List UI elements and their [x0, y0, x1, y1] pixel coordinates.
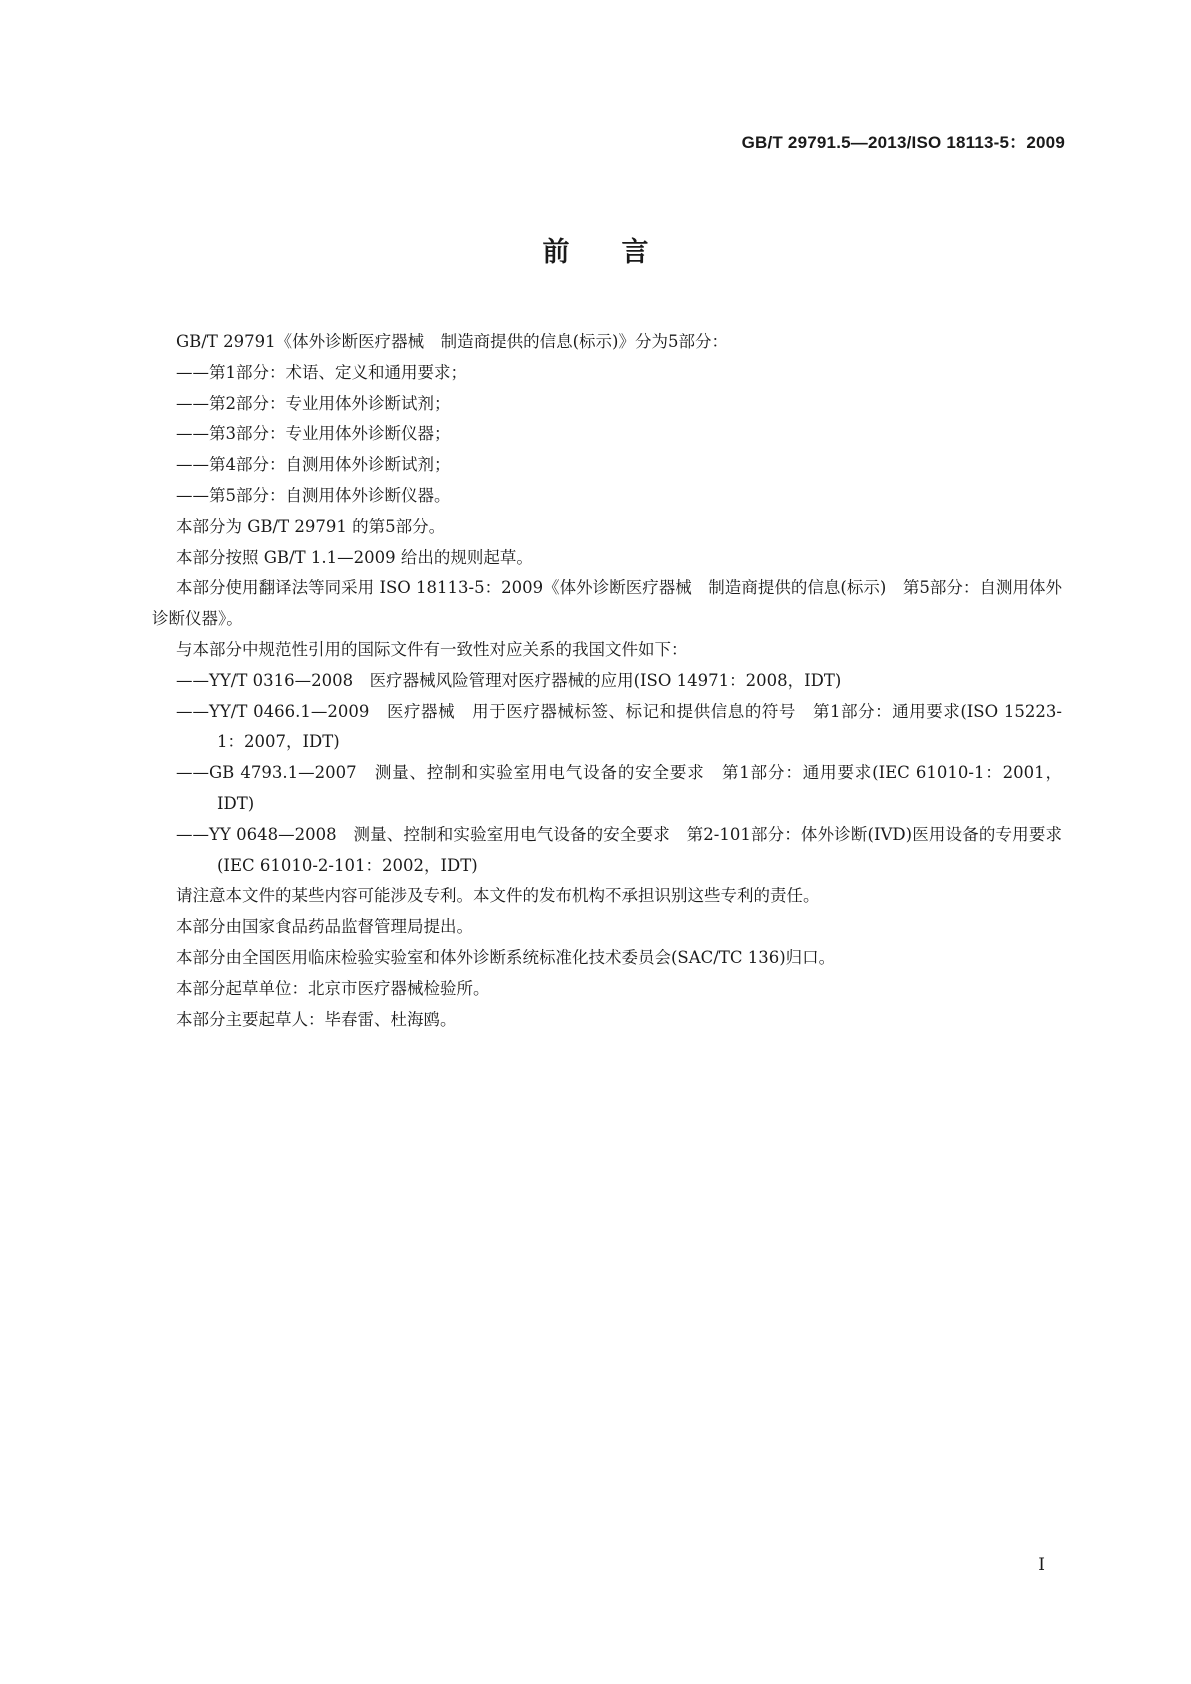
adoption-paragraph: 本部分使用翻译法等同采用 ISO 18113-5：2009《体外诊断医疗器械 制造商提供的信息(标示) 第5部分：自测用体外诊断仪器》。: [152, 578, 1062, 629]
this-part-paragraph: 本部分为 GB/T 29791 的第5部分。: [176, 516, 446, 536]
drafting-unit-paragraph: 本部分起草单位：北京市医疗器械检验所。: [176, 978, 490, 998]
part-list-item: ——第5部分：自测用体外诊断仪器。: [176, 485, 451, 505]
correspondence-list-item: ——GB 4793.1—2007 测量、控制和实验室用电气设备的安全要求 第1部分：通用要求(IEC 61010-1：2001，IDT): [176, 763, 1062, 813]
drafting-rules-paragraph: 本部分按照 GB/T 1.1—2009 给出的规则起草。: [176, 547, 533, 567]
part-list-item: ——第1部分：术语、定义和通用要求；: [176, 362, 467, 382]
centralized-by-paragraph: 本部分由全国医用临床检验实验室和体外诊断系统标准化技术委员会(SAC/TC 136)归口。: [176, 947, 836, 967]
foreword-body: [152, 327, 1062, 1035]
part-list-item: ——第2部分：专业用体外诊断试剂；: [176, 393, 451, 413]
drafters-paragraph: 本部分主要起草人：毕春雷、杜海鸥。: [176, 1009, 457, 1029]
part-list-item: ——第4部分：自测用体外诊断试剂；: [176, 455, 451, 475]
page-title: 前言: [542, 237, 701, 268]
patent-notice-paragraph: 请注意本文件的某些内容可能涉及专利。本文件的发布机构不承担识别这些专利的责任。: [176, 886, 820, 906]
correspondence-list-item: ——YY/T 0316—2008 医疗器械风险管理对医疗器械的应用(ISO 14971：2008，IDT): [176, 670, 842, 690]
correspondence-list-item: ——YY 0648—2008 测量、控制和实验室用电气设备的安全要求 第2-101部分：体外诊断(IVD)医用设备的专用要求(IEC 61010-2-101：2002，IDT): [176, 824, 1062, 875]
standard-number-header: GB/T 29791.5—2013/ISO 18113-5：2009: [741, 133, 1065, 152]
page-number: I: [1038, 1555, 1045, 1575]
correspondence-list-item: ——YY/T 0466.1—2009 医疗器械 用于医疗器械标签、标记和提供信息的符号 第1部分：通用要求(ISO 15223-1：2007，IDT): [176, 701, 1062, 752]
correspondence-intro-paragraph: 与本部分中规范性引用的国际文件有一致性对应关系的我国文件如下：: [176, 639, 688, 659]
part-list-item: ——第3部分：专业用体外诊断仪器；: [176, 424, 451, 444]
intro-paragraph: GB/T 29791《体外诊断医疗器械 制造商提供的信息(标示)》分为5部分：: [176, 332, 728, 351]
proposed-by-paragraph: 本部分由国家食品药品监督管理局提出。: [176, 917, 473, 937]
